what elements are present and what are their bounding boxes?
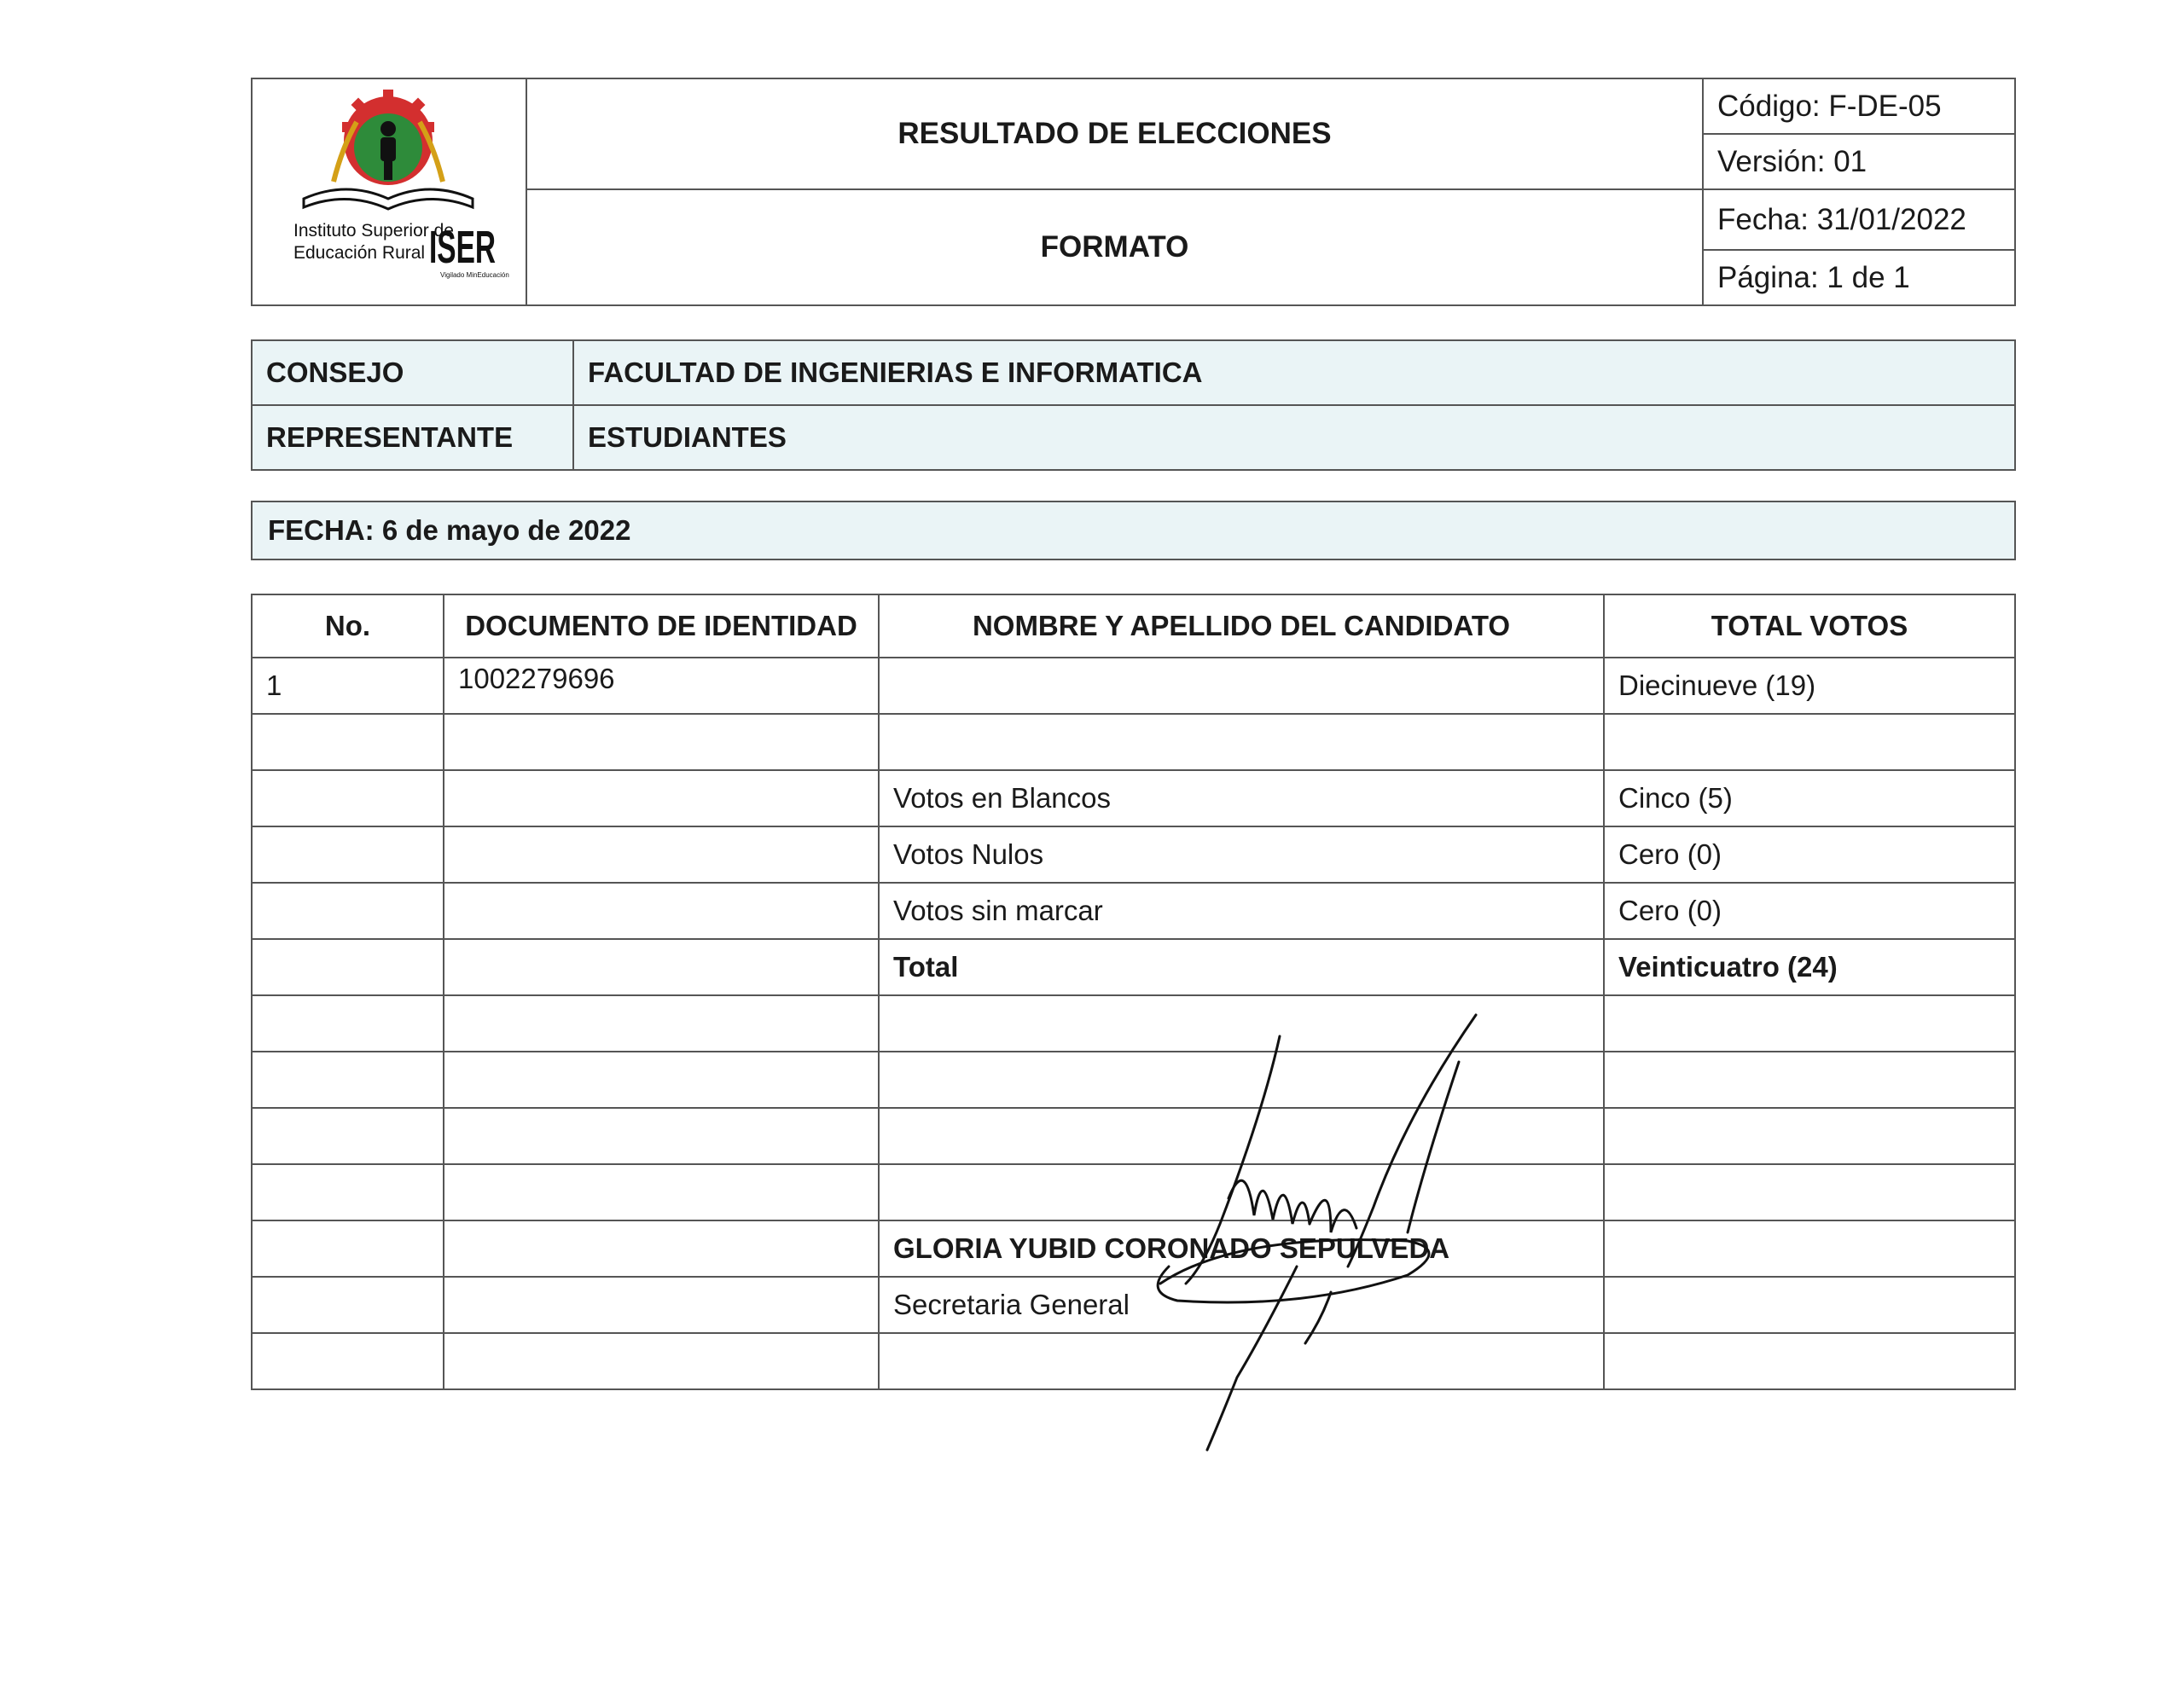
table-row	[252, 939, 2015, 995]
row-doc	[444, 995, 879, 1052]
codigo-cell: Código: F-DE-05	[1703, 78, 2015, 134]
row-name	[879, 1333, 1604, 1389]
representante-label: REPRESENTANTE	[252, 405, 573, 470]
table-row	[252, 658, 2015, 714]
fecha-cell: Fecha: 31/01/2022	[1703, 189, 2015, 250]
logo-tagline: Vigilado MinEducación	[440, 271, 509, 279]
table-row	[252, 1164, 2015, 1220]
row-doc	[444, 1333, 879, 1389]
header-no: No.	[252, 594, 444, 658]
pagina-cell: Página: 1 de 1	[1703, 250, 2015, 305]
table-row	[252, 1108, 2015, 1164]
row-votes	[1604, 1277, 2015, 1333]
table-row	[252, 714, 2015, 770]
table-row	[252, 995, 2015, 1052]
row-name	[879, 714, 1604, 770]
logo-acronym: ISER	[429, 222, 496, 273]
document-id: 1002279696	[458, 663, 615, 694]
row-votes: Diecinueve (19)	[1604, 658, 2015, 714]
row-votes: Cero (0)	[1604, 883, 2015, 939]
total-label: Total	[879, 939, 1604, 995]
consejo-value: FACULTAD DE INGENIERIAS E INFORMATICA	[573, 340, 2015, 405]
results-table	[251, 594, 2016, 1390]
row-name	[879, 995, 1604, 1052]
row-doc	[444, 714, 879, 770]
header-table	[251, 78, 2016, 306]
logo-line2: Educación Rural	[293, 243, 426, 263]
row-votes	[1604, 1108, 2015, 1164]
row-name: Votos en Blancos	[879, 770, 1604, 826]
row-votes	[1604, 1052, 2015, 1108]
row-name	[879, 1164, 1604, 1220]
row-name	[879, 1052, 1604, 1108]
row-no	[252, 883, 444, 939]
logo-cell	[252, 78, 526, 305]
row-doc	[444, 1108, 879, 1164]
table-row	[252, 1333, 2015, 1389]
row-no	[252, 1052, 444, 1108]
row-votes: Cinco (5)	[1604, 770, 2015, 826]
row-votes	[1604, 1333, 2015, 1389]
row-doc	[444, 826, 879, 883]
row-no	[252, 714, 444, 770]
row-no	[252, 939, 444, 995]
table-row	[252, 826, 2015, 883]
row-doc	[444, 1164, 879, 1220]
signer-title: Secretaria General	[879, 1277, 1604, 1333]
row-doc	[444, 1220, 879, 1277]
consejo-label: CONSEJO	[252, 340, 573, 405]
row-votes	[1604, 714, 2015, 770]
row-votes: Cero (0)	[1604, 826, 2015, 883]
row-no	[252, 1164, 444, 1220]
table-row	[252, 1277, 2015, 1333]
row-name	[879, 658, 1604, 714]
row-doc	[444, 883, 879, 939]
row-doc	[444, 658, 879, 714]
row-votes	[1604, 1220, 2015, 1277]
logo-line1: Instituto Superior de	[293, 221, 454, 241]
document-title: RESULTADO DE ELECCIONES	[526, 78, 1703, 189]
row-doc	[444, 939, 879, 995]
table-row	[252, 770, 2015, 826]
header-documento: DOCUMENTO DE IDENTIDAD	[444, 594, 879, 658]
council-info-table	[251, 339, 2016, 471]
row-no	[252, 770, 444, 826]
header-total-votos: TOTAL VOTOS	[1604, 594, 2015, 658]
row-votes	[1604, 1164, 2015, 1220]
row-doc	[444, 1052, 879, 1108]
row-no	[252, 1108, 444, 1164]
header-nombre: NOMBRE Y APELLIDO DEL CANDIDATO	[879, 594, 1604, 658]
table-row	[252, 1052, 2015, 1108]
row-no	[252, 826, 444, 883]
row-no: 1	[252, 658, 444, 714]
signer-name: GLORIA YUBID CORONADO SEPULVEDA	[879, 1220, 1604, 1277]
row-doc	[444, 1277, 879, 1333]
row-votes	[1604, 995, 2015, 1052]
row-doc	[444, 770, 879, 826]
iser-logo	[253, 79, 524, 300]
document-subtitle: FORMATO	[526, 189, 1703, 305]
representante-value: ESTUDIANTES	[573, 405, 2015, 470]
row-no	[252, 1277, 444, 1333]
row-name: Votos sin marcar	[879, 883, 1604, 939]
row-no	[252, 1220, 444, 1277]
row-no	[252, 995, 444, 1052]
row-no	[252, 1333, 444, 1389]
row-name	[879, 1108, 1604, 1164]
table-row	[252, 1220, 2015, 1277]
version-cell: Versión: 01	[1703, 134, 2015, 189]
row-name: Votos Nulos	[879, 826, 1604, 883]
total-votes: Veinticuatro (24)	[1604, 939, 2015, 995]
election-date: FECHA: 6 de mayo de 2022	[251, 501, 2016, 560]
table-row	[252, 883, 2015, 939]
